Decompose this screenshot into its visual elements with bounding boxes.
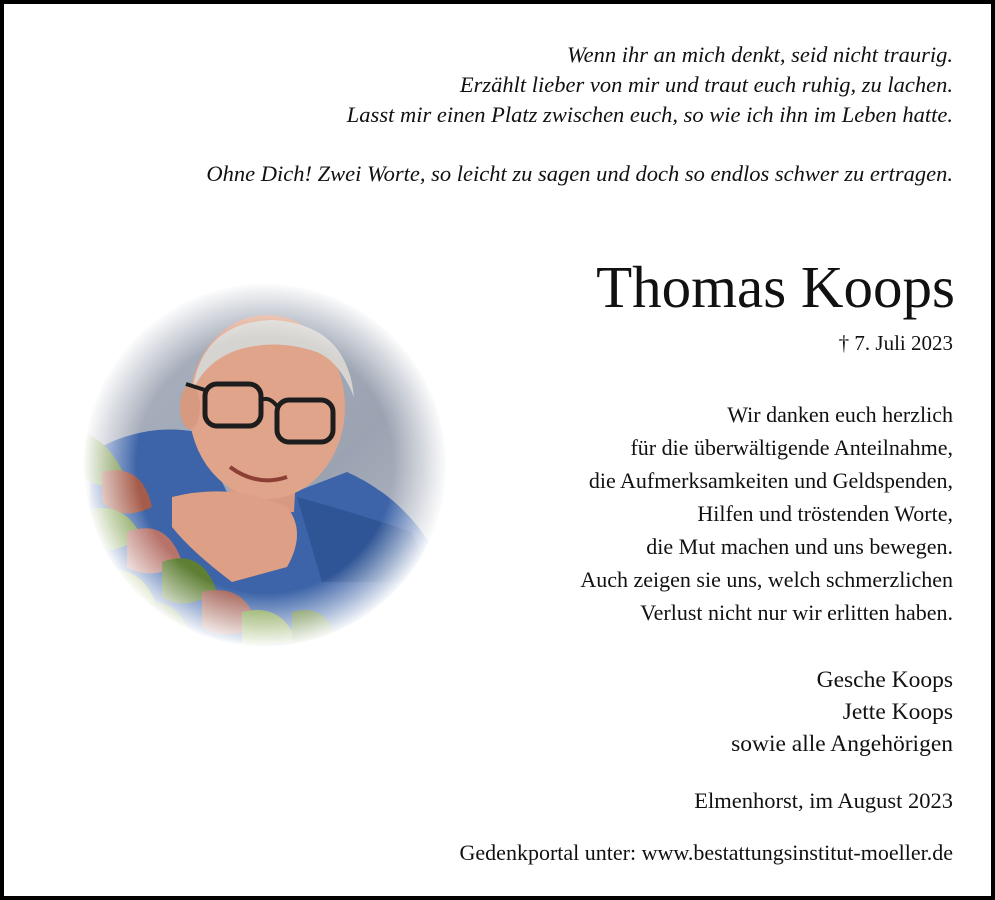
motto: Ohne Dich! Zwei Worte, so leicht zu sagen und doch so endlos schwer zu ertragen. — [206, 161, 953, 186]
signer-name: Gesche Koops — [816, 667, 953, 693]
thanks-text — [580, 398, 953, 629]
thanks-line: Auch zeigen sie uns, welch schmerzlichen — [580, 567, 953, 592]
thanks-line: Verlust nicht nur wir erlitten haben. — [640, 600, 953, 625]
thanks-line: Wir danken euch herzlich — [727, 402, 953, 427]
signers — [731, 664, 953, 760]
place-date: Elmenhorst, im August 2023 — [694, 788, 953, 813]
poem-line: Wenn ihr an mich denkt, seid nicht traurig. — [566, 42, 953, 67]
poem-line: Erzählt lieber von mir und traut euch ruhig, zu lachen. — [459, 72, 953, 97]
thanks-line: für die überwältigende Anteilnahme, — [630, 435, 953, 460]
signer-name: sowie alle Angehörigen — [731, 731, 953, 757]
death-date: † 7. Juli 2023 — [838, 331, 953, 355]
thanks-line: die Aufmerksamkeiten und Geldspenden, — [588, 468, 953, 493]
portrait-photo — [82, 282, 448, 648]
thanks-line: die Mut machen und uns bewegen. — [646, 534, 953, 559]
poem-line: Lasst mir einen Platz zwischen euch, so wie ich ihn im Leben hatte. — [346, 102, 953, 127]
poem — [347, 40, 953, 130]
signer-name: Jette Koops — [842, 699, 953, 725]
thanks-line: Hilfen und tröstenden Worte, — [697, 501, 953, 526]
memorial-portal-link: Gedenkportal unter: www.bestattungsinstitut-moeller.de — [459, 840, 953, 865]
deceased-name: Thomas Koops — [596, 254, 955, 320]
